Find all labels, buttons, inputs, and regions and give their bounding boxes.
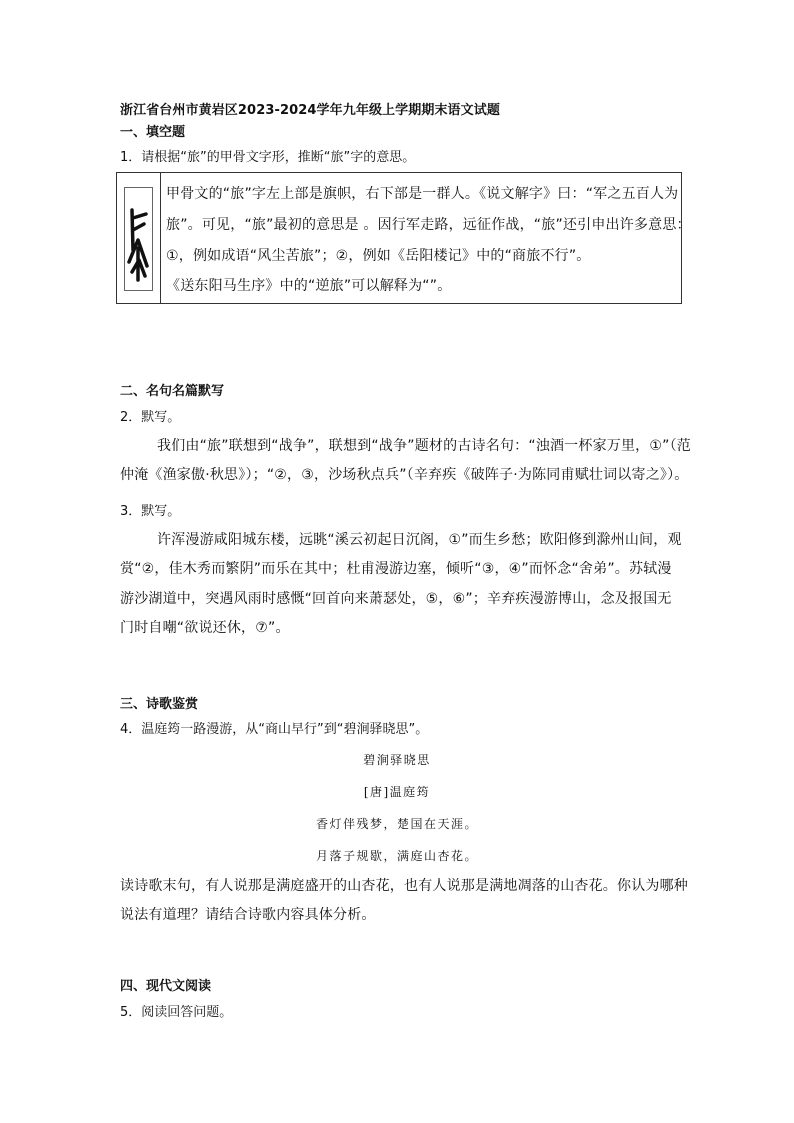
poem-line-2: 月落子规歇，满庭山杏花。 bbox=[315, 849, 478, 863]
question-1: 1．请根据“旅”的甲骨文字形，推断“旅”字的意思。 bbox=[120, 150, 416, 165]
question-4: 4．温庭筠一路漫游，从“商山早行”到“碧涧驿晓思”。 bbox=[120, 722, 429, 737]
box-line-2: 旅”。可见，“旅”最初的意思是 。因行军走路，远征作战，“旅”还引申出许多意思： bbox=[166, 217, 691, 233]
box-divider bbox=[160, 173, 161, 303]
question-3-line-4: 门时自嘲“欲说还休，⑦”。 bbox=[120, 620, 290, 636]
oracle-bone-box bbox=[116, 172, 691, 304]
poem-author: [唐]温庭筠 bbox=[363, 785, 431, 799]
poem-line-1: 香灯伴残梦，楚国在天涯。 bbox=[315, 817, 478, 831]
doc-title: 浙江省台州市黄岩区2023-2024学年九年级上学期期末语文试题 bbox=[120, 103, 500, 118]
box-line-1: 甲骨文的“旅”字左上部是旗帜，右下部是一群人。《说文解字》曰：“军之五百人为 bbox=[166, 186, 679, 202]
poem-title: 碧涧驿晓思 bbox=[363, 753, 431, 767]
question-3-line-3: 游沙湖道中，突遇风雨时感慨“回首向来萧瑟处，⑤，⑥”；辛弃疾漫游博山，念及报国无 bbox=[120, 591, 672, 607]
section-heading-fill-blank: 一、填空题 bbox=[120, 125, 186, 140]
question-4-prompt-line-2: 说法有道理？请结合诗歌内容具体分析。 bbox=[120, 907, 376, 923]
box-line-3: ①，例如成语“风尘苦旅”；②，例如《岳阳楼记》中的“商旅不行”。 bbox=[166, 248, 591, 264]
question-3-line-2: 赏“②，佳木秀而繁阴”而乐在其中；杜甫漫游边塞，倾听“③，④”而怀念“舍弟”。苏轼漫 bbox=[120, 561, 672, 577]
question-2-label: 2．默写。 bbox=[120, 410, 181, 425]
question-2-line-1: 我们由“旅”联想到“战争”，联想到“战争”题材的古诗名句：“浊酒一杯家万里，①”（范 bbox=[157, 438, 691, 454]
section-heading-recitation: 二、名句名篇默写 bbox=[120, 384, 225, 399]
question-4-prompt-line-1: 读诗歌末句，有人说那是满庭盛开的山杏花，也有人说那是满地凋落的山杏花。你认为哪种 bbox=[120, 878, 688, 894]
oracle-bone-glyph-frame bbox=[124, 187, 153, 291]
section-heading-modern-reading: 四、现代文阅读 bbox=[120, 979, 212, 994]
question-3-label: 3．默写。 bbox=[120, 504, 181, 519]
oracle-bone-lv-glyph-icon bbox=[125, 188, 152, 290]
question-2-line-2: 仲淹《渔家傲·秋思》）；“②，③，沙场秋点兵”（辛弃疾《破阵子·为陈同甫赋壮词以寄之》）。 bbox=[120, 467, 689, 483]
question-5: 5．阅读回答问题。 bbox=[120, 1005, 233, 1020]
box-line-4: 《送东阳马生序》中的“逆旅”可以解释为“”。 bbox=[166, 278, 452, 294]
question-3-line-1: 许浑漫游咸阳城东楼，远眺“溪云初起日沉阁，①”而生乡愁；欧阳修到滁州山间，观 bbox=[157, 532, 682, 548]
section-heading-poetry: 三、诗歌鉴赏 bbox=[120, 697, 199, 712]
